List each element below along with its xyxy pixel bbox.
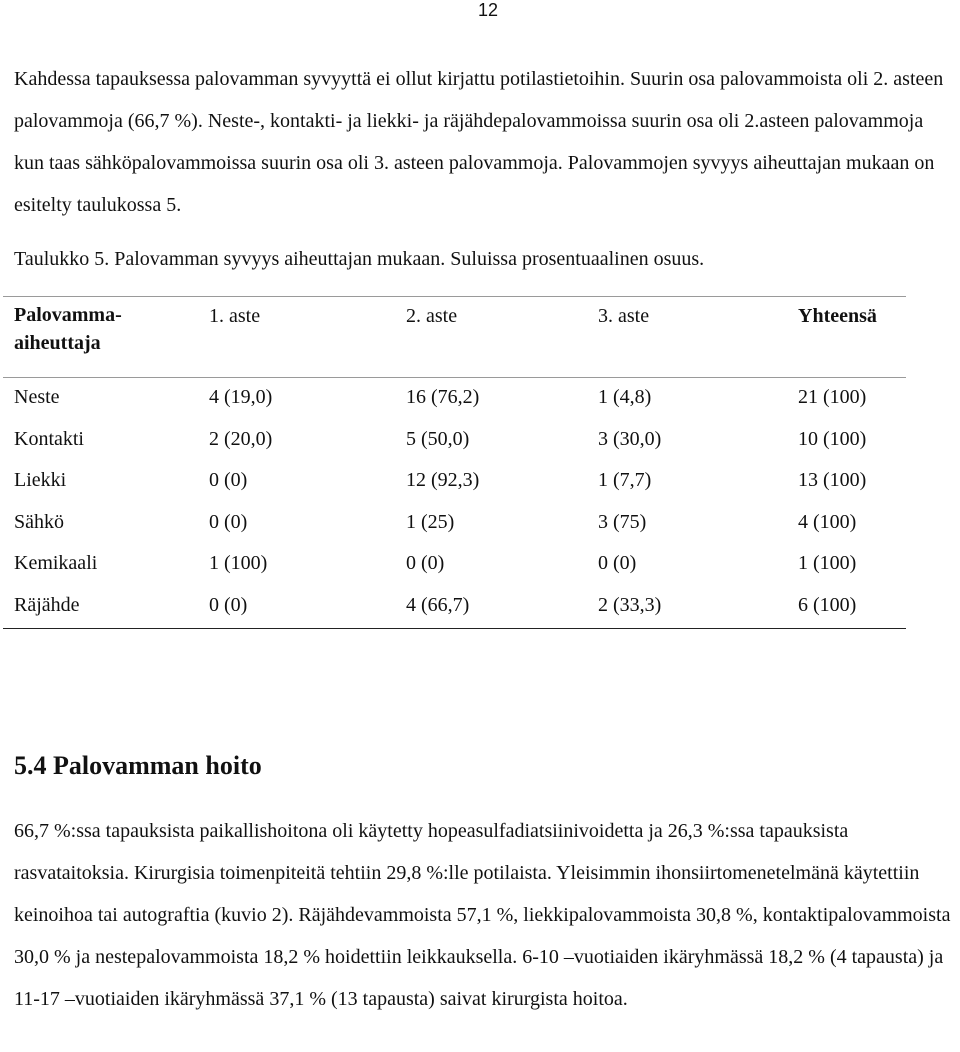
header-cause: Palovamma-aiheuttaja — [14, 304, 122, 354]
table-body — [3, 378, 906, 629]
page-number: 12 — [478, 0, 499, 20]
row-cause: Sähkö — [14, 511, 64, 533]
row-degree-1: 0 (0) — [209, 511, 248, 533]
row-degree-1: 2 (20,0) — [209, 428, 273, 450]
row-degree-3: 3 (75) — [598, 511, 647, 533]
row-cause: Liekki — [14, 469, 67, 491]
row-degree-1: 4 (19,0) — [209, 386, 273, 408]
header-total: Yhteensä — [798, 305, 877, 327]
header-degree-2: 2. aste — [406, 305, 458, 327]
table-row — [3, 507, 906, 548]
row-degree-3: 2 (33,3) — [598, 594, 662, 616]
table-row — [3, 424, 906, 465]
row-degree-2: 16 (76,2) — [406, 386, 480, 408]
row-total: 13 (100) — [798, 469, 867, 491]
row-total: 6 (100) — [798, 594, 857, 616]
burn-depth-table — [3, 296, 906, 629]
table-caption: Taulukko 5. Palovamman syvyys aiheuttajan mukaan. Suluissa prosentuaalinen osuus. — [14, 248, 705, 270]
row-total: 4 (100) — [798, 511, 857, 533]
row-total: 21 (100) — [798, 386, 867, 408]
treatment-paragraph: 66,7 %:ssa tapauksista paikallishoitona oli käytetty hopeasulfadiatsiinivoidetta ja 26,3 %:ssa tapauksista rasvataitoksia. Kirurgisia toimenpiteitä tehtiin 29,8 %:lle potilaista. Yleisimmin ihonsiirtomenetelmänä käytettiin keinoihoa tai autograftia (kuvio 2). Räjähdevammoista 57,1 %, liekkipalovammoista 30,8 %, kontaktipalovammoista 30,0 % ja nestepalovammoista 18,2 % hoidettiin leikkauksella. 6-10 –vuotiaiden ikäryhmässä 18,2 % (4 tapausta) ja 11-17 –vuotiaiden ikäryhmässä 37,1 % (13 tapausta) saivat kirurgista hoitoa. — [14, 820, 951, 1010]
row-degree-2: 5 (50,0) — [406, 428, 470, 450]
row-degree-2: 12 (92,3) — [406, 469, 480, 491]
row-cause: Räjähde — [14, 594, 80, 616]
row-cause: Neste — [14, 386, 60, 408]
table-row — [3, 382, 906, 423]
row-degree-2: 1 (25) — [406, 511, 455, 533]
row-degree-3: 1 (7,7) — [598, 469, 652, 491]
row-degree-3: 1 (4,8) — [598, 386, 652, 408]
section-heading: 5.4 Palovamman hoito — [14, 751, 262, 780]
row-degree-3: 0 (0) — [598, 552, 637, 574]
table-row — [3, 465, 906, 506]
intro-paragraph: Kahdessa tapauksessa palovamman syvyyttä ei ollut kirjattu potilastietoihin. Suurin osa palovammoista oli 2. asteen palovammoja (66,7 %). Neste-, kontakti- ja liekki- ja räjähdepalovammoissa suurin osa oli 2.asteen palovammoja kun taas sähköpalovammoissa suurin osa oli 3. asteen palovammoja. Palovammojen syvyys aiheuttajan mukaan on esitelty taulukossa 5. — [14, 68, 944, 216]
row-degree-3: 3 (30,0) — [598, 428, 662, 450]
table-row — [3, 590, 906, 631]
row-cause: Kemikaali — [14, 552, 98, 574]
header-degree-3: 3. aste — [598, 305, 650, 327]
row-degree-1: 0 (0) — [209, 469, 248, 491]
row-degree-1: 0 (0) — [209, 594, 248, 616]
row-degree-2: 0 (0) — [406, 552, 445, 574]
row-degree-1: 1 (100) — [209, 552, 268, 574]
row-total: 10 (100) — [798, 428, 867, 450]
table-row — [3, 548, 906, 589]
row-total: 1 (100) — [798, 552, 857, 574]
table-header-row — [3, 296, 906, 378]
header-degree-1: 1. aste — [209, 305, 261, 327]
row-degree-2: 4 (66,7) — [406, 594, 470, 616]
row-cause: Kontakti — [14, 428, 84, 450]
